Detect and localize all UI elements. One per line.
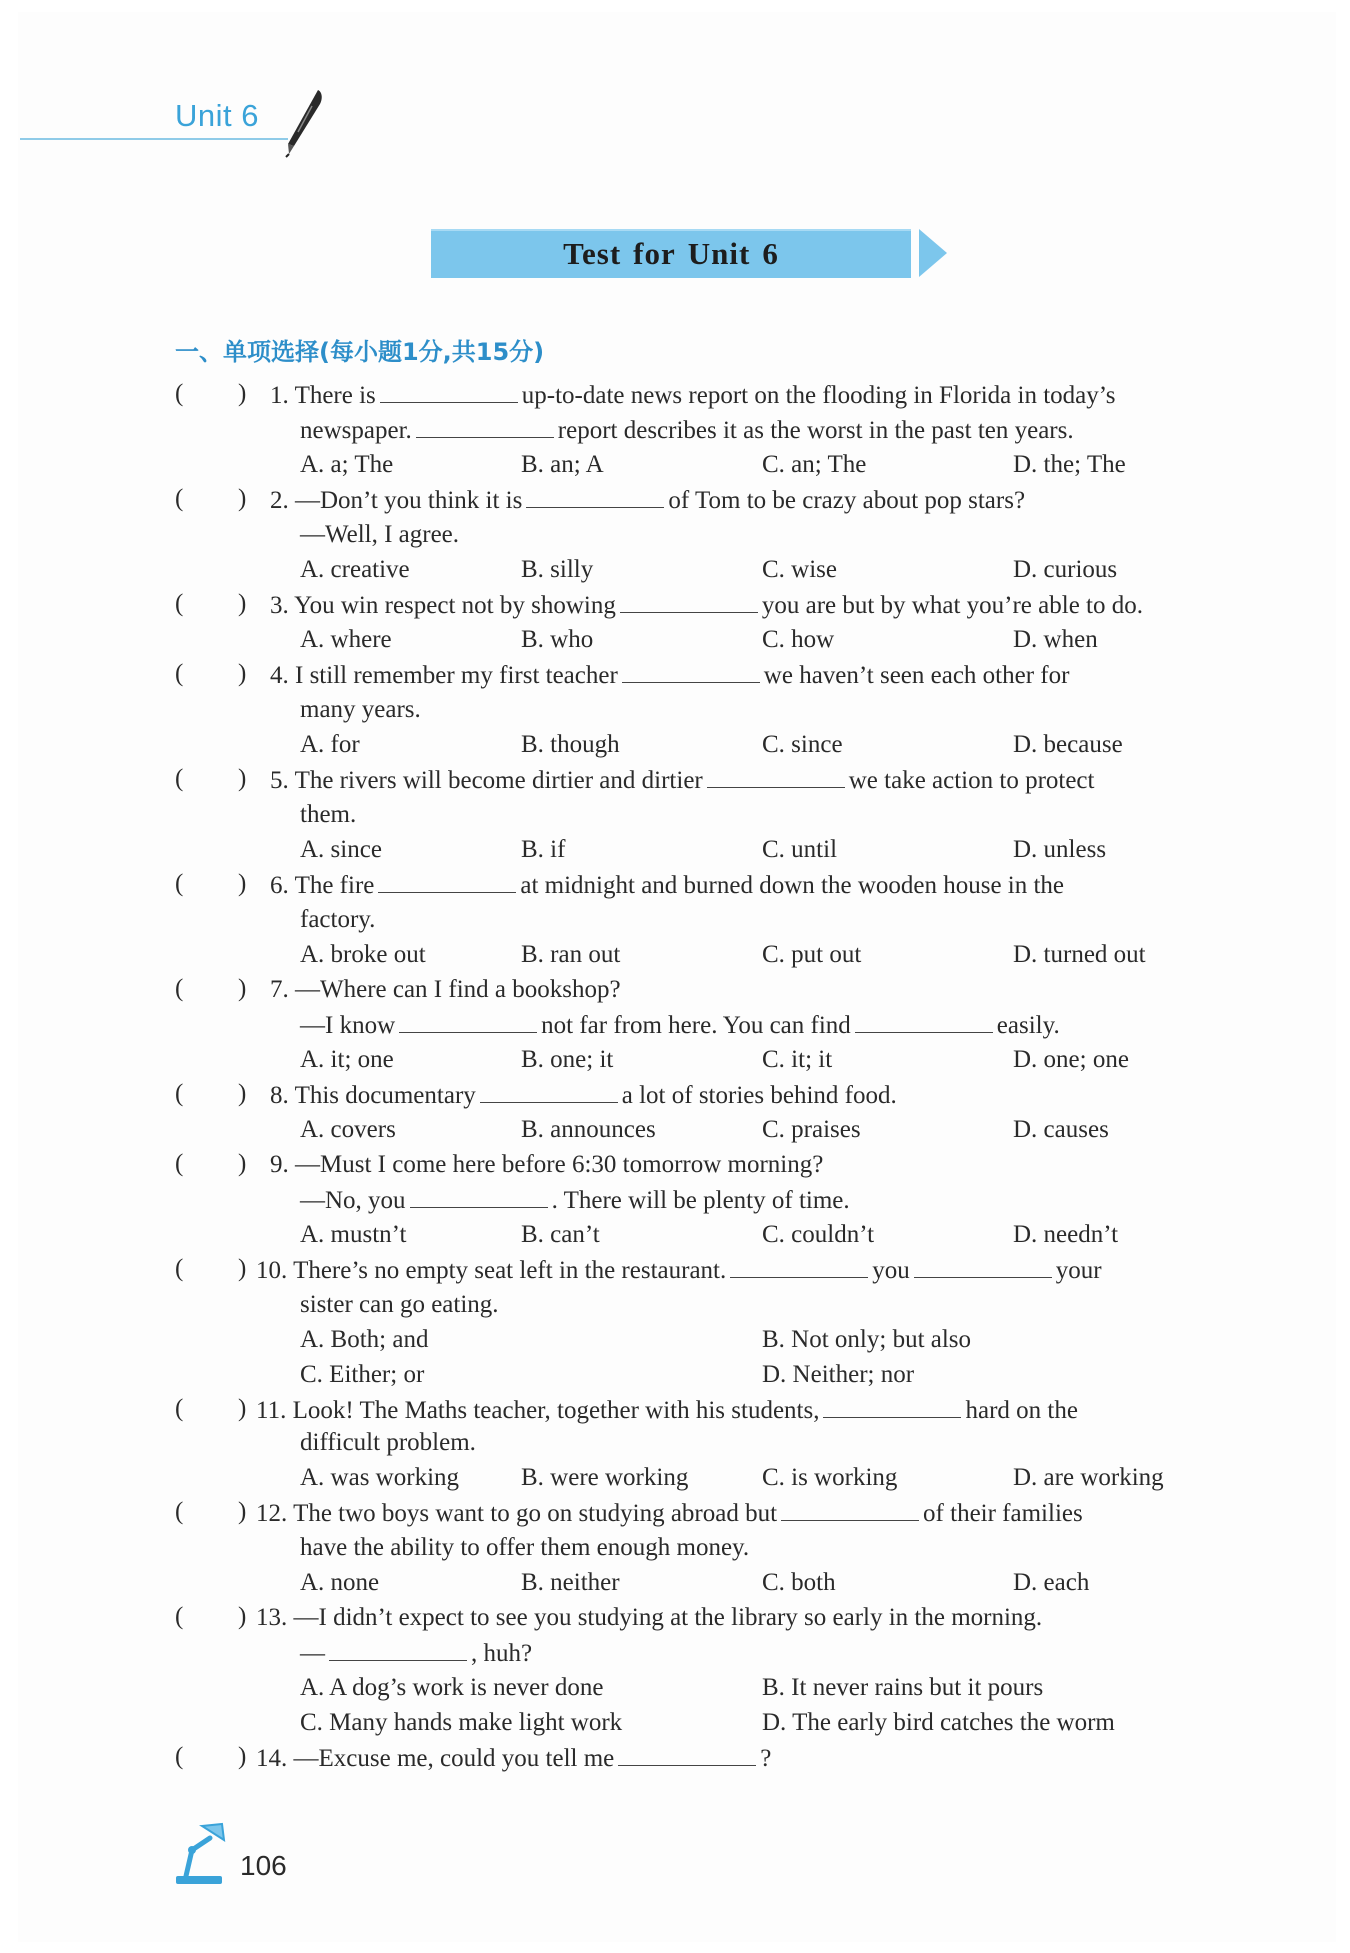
option-b: B. It never rains but it pours [762, 1674, 1044, 1701]
option-b: B. were working [521, 1464, 689, 1491]
question-9-line-2: —No, you . There will be plenty of time. [300, 1187, 850, 1214]
option-d: D. when [1013, 626, 1098, 653]
option-b: B. Not only; but also [762, 1326, 972, 1353]
answer-paren-close: ) [238, 1498, 247, 1525]
question-14: 14. —Excuse me, could you tell me ? [256, 1745, 772, 1772]
option-c: C. an; The [762, 451, 867, 478]
option-c: C. put out [762, 941, 862, 968]
option-c: C. couldn’t [762, 1221, 875, 1248]
section-heading: 一、单项选择(每小题1分,共15分) [175, 338, 545, 366]
option-a: A. covers [300, 1116, 396, 1143]
answer-paren-close: ) [238, 1255, 247, 1282]
answer-blank[interactable] [730, 1255, 868, 1278]
option-c: C. until [762, 836, 838, 863]
answer-paren-open: ( [175, 590, 184, 617]
option-d: D. The early bird catches the worm [762, 1709, 1115, 1736]
option-b: B. though [521, 731, 620, 758]
answer-paren-close: ) [238, 660, 247, 687]
answer-paren-close: ) [238, 1080, 247, 1107]
option-c: C. how [762, 626, 835, 653]
option-b: B. ran out [521, 941, 621, 968]
answer-blank[interactable] [914, 1255, 1052, 1278]
page-number: 106 [240, 1850, 287, 1881]
banner-arrow [919, 229, 947, 277]
option-b: B. an; A [521, 451, 604, 478]
option-a: A. since [300, 836, 382, 863]
question-6-line-2: factory. [300, 906, 376, 933]
question-13: 13. —I didn’t expect to see you studying at the library so early in the morning. [256, 1604, 1043, 1631]
option-c: C. Many hands make light work [300, 1709, 623, 1736]
option-a: A. creative [300, 556, 410, 583]
question-2: 2. —Don’t you think it is of Tom to be crazy about pop stars? [270, 487, 1026, 514]
option-d: D. needn’t [1013, 1221, 1119, 1248]
option-d: D. each [1013, 1569, 1090, 1596]
answer-paren-open: ( [175, 1150, 184, 1177]
option-a: A. for [300, 731, 360, 758]
option-c: C. wise [762, 556, 837, 583]
answer-blank[interactable] [526, 485, 664, 508]
question-10-line-2: sister can go eating. [300, 1291, 499, 1318]
answer-paren-open: ( [175, 1395, 184, 1422]
answer-paren-close: ) [238, 1603, 247, 1630]
answer-paren-open: ( [175, 1255, 184, 1282]
option-b: B. neither [521, 1569, 620, 1596]
answer-blank[interactable] [380, 380, 518, 403]
option-c: C. is working [762, 1464, 898, 1491]
desk-lamp-icon [172, 1820, 228, 1886]
answer-paren-open: ( [175, 1498, 184, 1525]
option-b: B. silly [521, 556, 594, 583]
answer-paren-close: ) [238, 380, 247, 407]
page-background [18, 12, 1336, 1942]
answer-blank[interactable] [480, 1080, 618, 1103]
answer-blank[interactable] [410, 1185, 548, 1208]
option-a: A. none [300, 1569, 380, 1596]
option-d: D. curious [1013, 556, 1118, 583]
option-d: D. one; one [1013, 1046, 1129, 1073]
unit-title: Unit 6 [175, 98, 259, 133]
option-b: B. can’t [521, 1221, 600, 1248]
question-5: 5. The rivers will become dirtier and dirtier we take action to protect [270, 767, 1095, 794]
question-6: 6. The fire at midnight and burned down the wooden house in the [270, 872, 1065, 899]
pen-icon [278, 88, 324, 158]
answer-blank[interactable] [399, 1010, 537, 1033]
question-4: 4. I still remember my first teacher we haven’t seen each other for [270, 662, 1070, 689]
answer-paren-open: ( [175, 975, 184, 1002]
option-b: B. one; it [521, 1046, 614, 1073]
answer-blank[interactable] [707, 765, 845, 788]
question-2-line-2: —Well, I agree. [300, 521, 460, 548]
answer-paren-open: ( [175, 870, 184, 897]
option-a: A. Both; and [300, 1326, 429, 1353]
question-7-line-2: —I know not far from here. You can find easily. [300, 1012, 1060, 1039]
question-8: 8. This documentary a lot of stories behind food. [270, 1082, 897, 1109]
option-c: C. praises [762, 1116, 861, 1143]
option-a: A. was working [300, 1464, 460, 1491]
option-d: D. are working [1013, 1464, 1164, 1491]
header-rule [20, 138, 288, 140]
answer-blank[interactable] [329, 1638, 467, 1661]
question-11-line-2: difficult problem. [300, 1429, 476, 1456]
option-d: D. unless [1013, 836, 1107, 863]
option-c: C. it; it [762, 1046, 833, 1073]
option-b: B. announces [521, 1116, 656, 1143]
test-title: Test for Unit 6 [563, 236, 779, 271]
option-d: D. causes [1013, 1116, 1109, 1143]
question-11: 11. Look! The Maths teacher, together with his students, hard on the [256, 1397, 1078, 1424]
answer-paren-open: ( [175, 485, 184, 512]
option-b: B. if [521, 836, 566, 863]
option-d: D. turned out [1013, 941, 1146, 968]
option-a: A. where [300, 626, 392, 653]
option-a: A. it; one [300, 1046, 394, 1073]
answer-blank[interactable] [781, 1498, 919, 1521]
answer-paren-open: ( [175, 1080, 184, 1107]
option-a: A. broke out [300, 941, 426, 968]
option-a: A. a; The [300, 451, 394, 478]
answer-blank[interactable] [618, 1743, 756, 1766]
answer-paren-close: ) [238, 1743, 247, 1770]
answer-blank[interactable] [620, 590, 758, 613]
answer-blank[interactable] [622, 660, 760, 683]
answer-blank[interactable] [823, 1395, 961, 1418]
answer-paren-close: ) [238, 975, 247, 1002]
question-1: 1. There is up-to-date news report on the flooding in Florida in today’s [270, 382, 1116, 409]
answer-paren-close: ) [238, 485, 247, 512]
answer-blank[interactable] [416, 415, 554, 438]
answer-paren-open: ( [175, 380, 184, 407]
answer-paren-close: ) [238, 1150, 247, 1177]
question-1-line-2: newspaper. report describes it as the worst in the past ten years. [300, 417, 1074, 444]
option-b: B. who [521, 626, 594, 653]
answer-paren-open: ( [175, 660, 184, 687]
option-c: C. since [762, 731, 843, 758]
question-5-line-2: them. [300, 801, 357, 828]
answer-blank[interactable] [855, 1010, 993, 1033]
answer-blank[interactable] [378, 870, 516, 893]
question-13-line-2: — , huh? [300, 1640, 533, 1667]
option-d: D. because [1013, 731, 1123, 758]
question-3: 3. You win respect not by showing you are but by what you’re able to do. [270, 592, 1143, 619]
option-d: D. the; The [1013, 451, 1126, 478]
option-c: C. both [762, 1569, 836, 1596]
question-7: 7. —Where can I find a bookshop? [270, 976, 621, 1003]
answer-paren-open: ( [175, 765, 184, 792]
question-10: 10. There’s no empty seat left in the restaurant. you your [256, 1257, 1102, 1284]
option-a: A. A dog’s work is never done [300, 1674, 604, 1701]
option-d: D. Neither; nor [762, 1361, 915, 1388]
question-12-line-2: have the ability to offer them enough money. [300, 1534, 750, 1561]
option-a: A. mustn’t [300, 1221, 407, 1248]
question-9: 9. —Must I come here before 6:30 tomorrow morning? [270, 1151, 824, 1178]
question-12: 12. The two boys want to go on studying abroad but of their families [256, 1500, 1083, 1527]
question-4-line-2: many years. [300, 696, 421, 723]
answer-paren-open: ( [175, 1603, 184, 1630]
option-c: C. Either; or [300, 1361, 425, 1388]
answer-paren-close: ) [238, 870, 247, 897]
answer-paren-open: ( [175, 1743, 184, 1770]
answer-paren-close: ) [238, 590, 247, 617]
answer-paren-close: ) [238, 1395, 247, 1422]
answer-paren-close: ) [238, 765, 247, 792]
